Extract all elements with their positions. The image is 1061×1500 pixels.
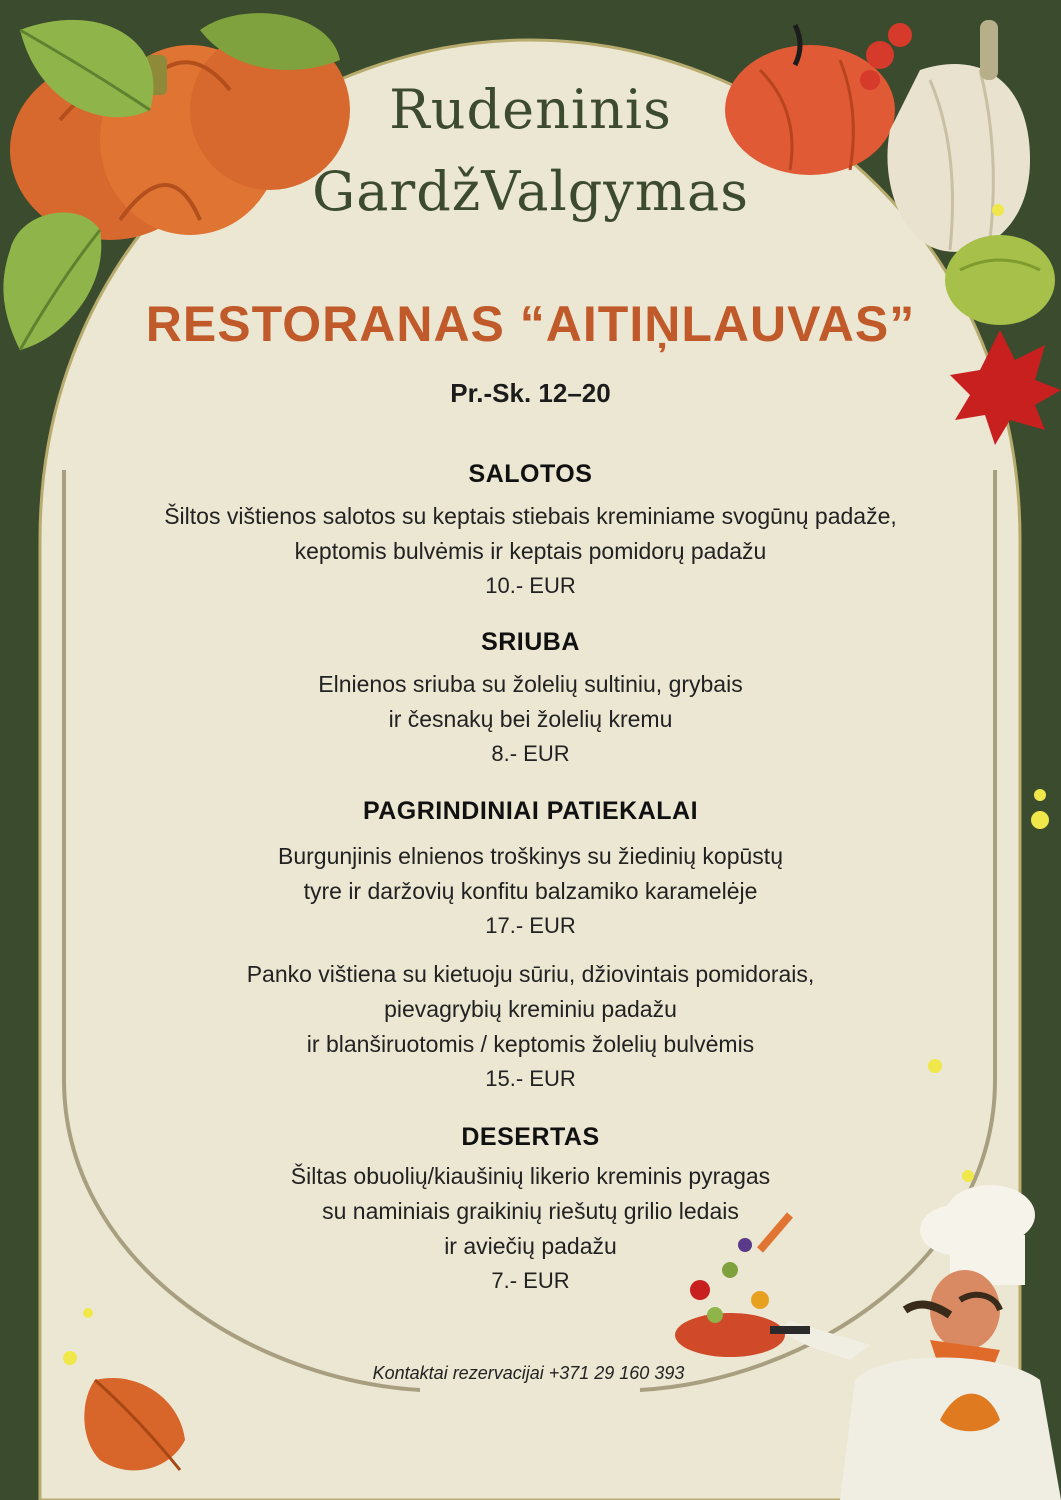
dish-price: 7.- EUR (491, 1268, 570, 1293)
dish-line: ir aviečių padažu (444, 1233, 617, 1259)
title-line1: Rudeninis (389, 78, 672, 141)
dish-price: 8.- EUR (491, 741, 570, 766)
dish-price: 15.- EUR (485, 1066, 576, 1091)
dish-line: Burgunjinis elnienos troškinys su žiedinių kopūstų (277, 843, 783, 869)
dish-line: ir blanširuotomis / keptomis žolelių bulvėmis (306, 1031, 755, 1057)
dish-line: pievagrybių kreminiu padažu (384, 996, 677, 1022)
section-heading: SALOTOS (468, 460, 593, 488)
dish-line: ir česnakų bei žolelių kremu (388, 706, 673, 732)
section-heading: SRIUBA (481, 628, 580, 656)
dish-line: su naminiais graikinių riešutų grilio ledais (322, 1198, 739, 1224)
restaurant-name: RESTORANAS “AITIŅLAUVAS” (145, 296, 916, 352)
dish-price: 17.- EUR (485, 913, 576, 938)
contact-info: Kontaktai rezervacijai +371 29 160 393 (372, 1363, 685, 1383)
title-line2: GardžValgymas (312, 160, 749, 223)
dish-line: keptomis bulvėmis ir keptais pomidorų padažu (294, 538, 767, 564)
section-heading: DESERTAS (461, 1123, 600, 1151)
dish-line: Šiltas obuolių/kiaušinių likerio kreminis pyragas (290, 1163, 771, 1189)
dish-line: Elnienos sriuba su žolelių sultiniu, grybais (318, 671, 743, 697)
dish-price: 10.- EUR (485, 573, 576, 598)
dish-line: Panko vištiena su kietuoju sūriu, džiovintais pomidorais, (246, 961, 815, 987)
opening-hours: Pr.-Sk. 12–20 (450, 378, 611, 408)
section-heading: PAGRINDINIAI PATIEKALAI (362, 797, 699, 825)
dish-line: Šiltos vištienos salotos su keptais stiebais kreminiame svogūnų padaže, (164, 503, 897, 529)
dish-line: tyre ir daržovių konfitu balzamiko karamelėje (303, 878, 758, 904)
